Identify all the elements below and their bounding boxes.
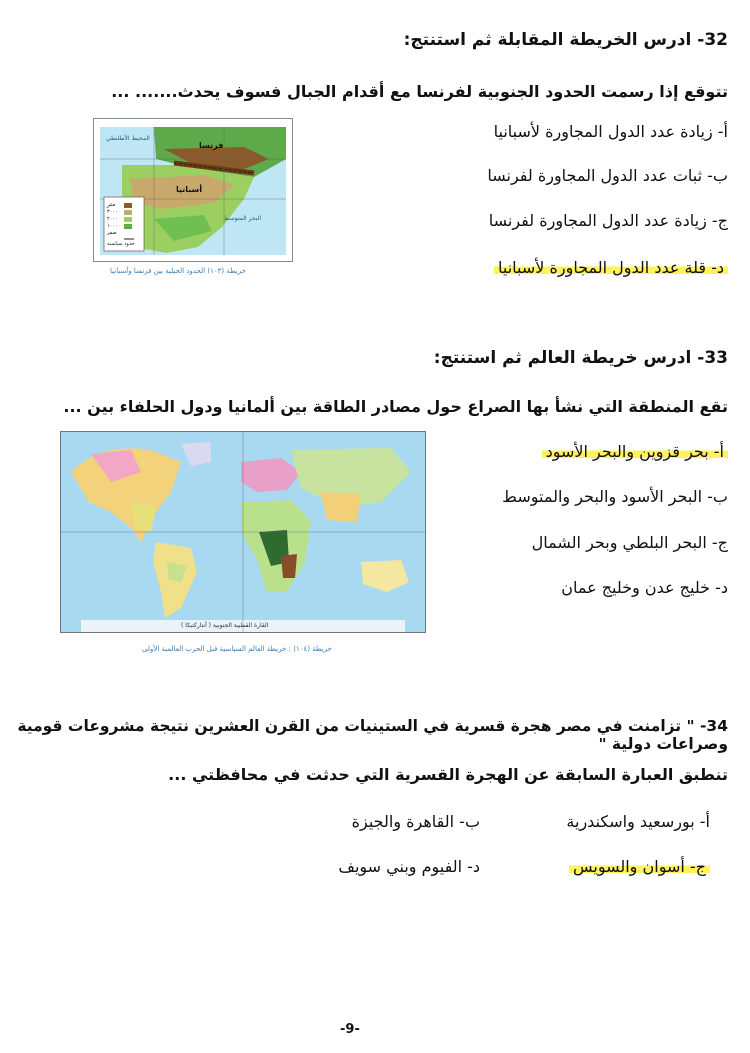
- q34-option-d[interactable]: د- الفيوم وبني سويف: [338, 857, 480, 876]
- legend-v3: ١٠٠٠: [107, 223, 118, 229]
- q34-option-b[interactable]: ب- القاهرة والجيزة: [351, 812, 480, 831]
- q33-option-b[interactable]: ب- البحر الأسود والبحر والمتوسط: [502, 487, 728, 506]
- q33-option-a[interactable]: [542, 442, 728, 461]
- q34-option-c[interactable]: [569, 857, 710, 876]
- antarctica-label: القارة القطبية الجنوبية ( أنتاركتيكا ): [181, 622, 269, 629]
- q33-option-d[interactable]: د- خليج عدن وخليج عمان: [561, 578, 728, 597]
- q32-option-b[interactable]: ب- ثبات عدد الدول المجاورة لفرنسا: [487, 166, 728, 185]
- q32-title: 32- ادرس الخريطة المقابلة ثم استنتج:: [403, 30, 728, 50]
- world-political-map: [60, 431, 426, 633]
- page-number: -9-: [340, 1022, 360, 1037]
- q32-map-caption: خريطة (١٠٣) الحدود الجبلية بين فرنسا وأسبانيا: [110, 267, 246, 275]
- q32-option-d[interactable]: [494, 258, 728, 277]
- q34-stem: تنطبق العبارة السابقة عن الهجرة القسرية التي حدثت في محافظتي ...: [168, 765, 728, 784]
- q33-stem: تقع المنطقة التي نشأ بها الصراع حول مصادر الطاقة بين ألمانيا ودول الحلفاء بين ...: [63, 397, 728, 416]
- q32-option-c[interactable]: ج- زيادة عدد الدول المجاورة لفرنسا: [488, 211, 728, 230]
- q33-title: 33- ادرس خريطة العالم ثم استنتج:: [433, 348, 728, 368]
- q33-option-c[interactable]: ج- البحر البلطي وبحر الشمال: [531, 533, 728, 552]
- france-spain-relief-map: [93, 118, 293, 262]
- map-label-sea: البحر المتوسط: [224, 215, 261, 222]
- legend-v1: ٣٠٠٠: [107, 209, 118, 215]
- map-label-france: فرنسا: [199, 141, 224, 150]
- legend-v5: حدود سياسية: [107, 241, 135, 247]
- map-label-ocean: المحيط الأطلنطي: [106, 135, 150, 142]
- q34-option-a[interactable]: أ- بورسعيد واسكندرية: [566, 812, 710, 831]
- q32-option-d-highlighted: د- قلة عدد الدول المجاورة لأسبانيا: [494, 258, 728, 277]
- q32-option-a[interactable]: أ- زيادة عدد الدول المجاورة لأسبانيا: [493, 122, 728, 141]
- q32-stem: تتوقع إذا رسمت الحدود الجنوبية لفرنسا مع أقدام الجبال فسوف يحدث....... ...: [111, 82, 728, 101]
- map-label-spain: أسبانيا: [176, 185, 203, 194]
- legend-v2: ٢٠٠٠: [107, 216, 118, 222]
- world-map-svg: [61, 432, 425, 632]
- legend-v4: صفر: [107, 230, 117, 236]
- legend-title: متر: [107, 201, 116, 208]
- q33-option-a-highlighted: أ- بحر قزوين والبحر الأسود: [542, 442, 728, 461]
- q33-map-caption: خريطة (١٠٤) : خريطة العالم السياسية قبل الحرب العالمية الأولى: [142, 645, 332, 653]
- q34-option-c-highlighted: ج- أسوان والسويس: [569, 857, 710, 876]
- q34-title: 34- " تزامنت في مصر هجرة قسرية في الستينيات من القرن العشرين نتيجة مشروعات قومية وصراعات دولية ": [17, 717, 728, 753]
